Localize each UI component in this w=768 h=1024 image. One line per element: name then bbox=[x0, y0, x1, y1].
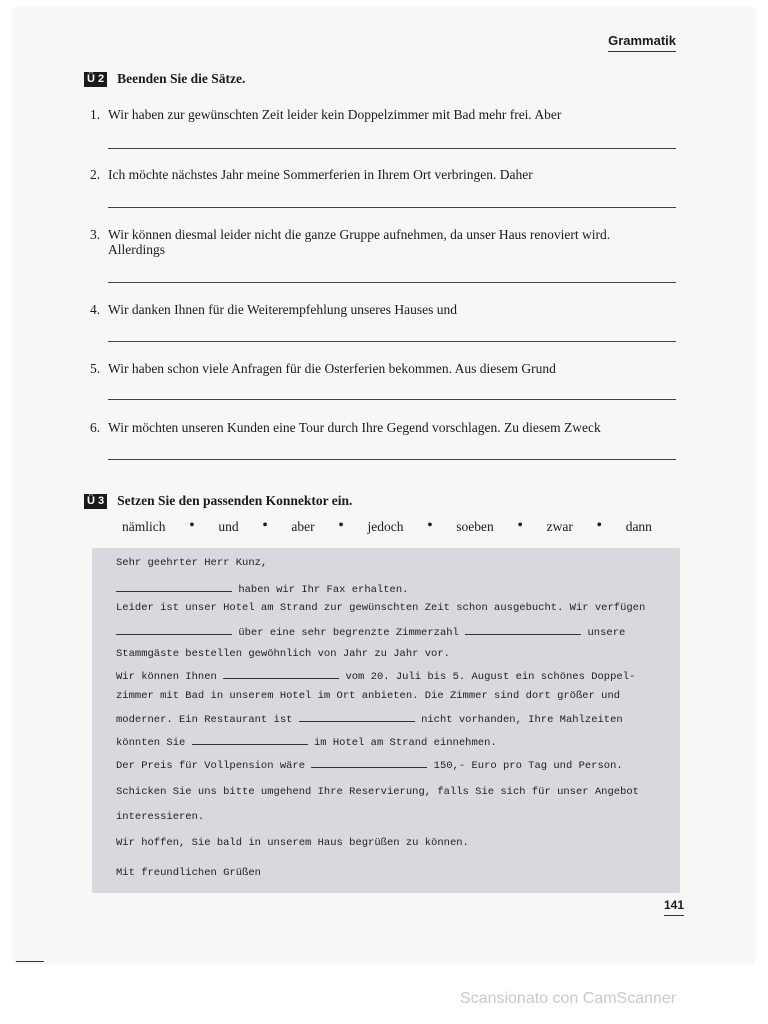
item-text: Wir haben zur gewünschten Zeit leider kein Doppelzimmer mit Bad mehr frei. Aber bbox=[108, 107, 562, 122]
item-text: Wir können diesmal leider nicht die ganze Gruppe aufnehmen, da unser Haus renoviert wird. bbox=[108, 227, 611, 242]
letter-text: über eine sehr begrenzte Zimmerzahl bbox=[238, 627, 459, 639]
gap-4[interactable] bbox=[223, 669, 339, 679]
answer-line-6[interactable] bbox=[108, 459, 676, 460]
item-text: Wir haben schon viele Anfragen für die Osterferien bekommen. Aus diesem Grund bbox=[108, 361, 556, 376]
letter-line-2: Leider ist unser Hotel am Strand zur gewünschten Zeit schon ausgebucht. Wir verfügen bbox=[116, 602, 646, 614]
exercise-2-item-3 bbox=[90, 227, 610, 257]
letter-line-9 bbox=[116, 758, 623, 772]
item-text: Wir danken Ihnen für die Weiterempfehlung unseres Hauses und bbox=[108, 302, 458, 317]
letter-text: Der Preis für Vollpension wäre bbox=[116, 760, 306, 772]
item-number: 4. bbox=[90, 302, 101, 317]
item-text: Ich möchte nächstes Jahr meine Sommerferien in Ihrem Ort verbringen. Daher bbox=[108, 167, 533, 182]
gap-5[interactable] bbox=[299, 712, 415, 722]
letter-line-6: zimmer mit Bad in unserem Hotel im Ort anbieten. Die Zimmer sind dort größer und bbox=[116, 690, 621, 702]
letter-line-7 bbox=[116, 712, 623, 726]
item-number: 5. bbox=[90, 361, 101, 376]
scanner-watermark: Scansionato con CamScanner bbox=[460, 990, 677, 1007]
gap-6[interactable] bbox=[192, 735, 308, 745]
answer-line-4[interactable] bbox=[108, 341, 676, 342]
letter-text: könnten Sie bbox=[116, 737, 186, 749]
bullet: • bbox=[596, 517, 603, 534]
letter-line-10: Schicken Sie uns bitte umgehend Ihre Reservierung, falls Sie sich für unser Angebot bbox=[116, 786, 639, 798]
gap-2[interactable] bbox=[116, 625, 232, 635]
item-number: 3. bbox=[90, 227, 101, 242]
letter-line-1 bbox=[116, 582, 408, 596]
exercise-3-header bbox=[84, 493, 352, 509]
bullet: • bbox=[189, 517, 195, 534]
item-text-continued: Allerdings bbox=[108, 242, 165, 257]
exercise-2-item-6 bbox=[90, 420, 601, 435]
letter-text: moderner. Ein Restaurant ist bbox=[116, 714, 293, 726]
item-number: 2. bbox=[90, 167, 101, 182]
connector-word: dann bbox=[625, 519, 652, 534]
letter-line-3 bbox=[116, 625, 625, 639]
scan-edge-mark bbox=[16, 961, 44, 962]
letter-text: unsere bbox=[587, 627, 626, 639]
bullet: • bbox=[517, 517, 524, 534]
letter-line-12: Wir hoffen, Sie bald in unserem Haus begrüßen zu können. bbox=[116, 837, 469, 849]
connector-word: und bbox=[218, 519, 239, 534]
exercise-3-badge: Ü 3 bbox=[84, 494, 107, 509]
letter-text: im Hotel am Strand einnehmen. bbox=[313, 737, 497, 749]
gap-3[interactable] bbox=[465, 625, 581, 635]
connector-word: jedoch bbox=[367, 519, 404, 534]
answer-line-1[interactable] bbox=[108, 148, 676, 149]
connector-word: zwar bbox=[546, 519, 573, 534]
letter-salutation: Sehr geehrter Herr Kunz, bbox=[116, 557, 268, 569]
page-number: 141 bbox=[664, 898, 684, 916]
letter-text: nicht vorhanden, Ihre Mahlzeiten bbox=[421, 714, 623, 726]
item-number: 1. bbox=[90, 107, 101, 122]
bullet: • bbox=[427, 517, 433, 534]
connector-word: soeben bbox=[456, 519, 494, 534]
answer-line-5[interactable] bbox=[108, 399, 676, 400]
item-number: 6. bbox=[90, 420, 101, 435]
connector-word-bank bbox=[122, 519, 652, 535]
answer-line-3[interactable] bbox=[108, 282, 676, 283]
letter-text: haben wir Ihr Fax erhalten. bbox=[238, 584, 409, 596]
connector-word: nämlich bbox=[122, 519, 166, 534]
letter-line-4: Stammgäste bestellen gewöhnlich von Jahr zu Jahr vor. bbox=[116, 648, 450, 660]
item-text: Wir möchten unseren Kunden eine Tour durch Ihre Gegend vorschlagen. Zu diesem Zweck bbox=[108, 420, 601, 435]
answer-line-2[interactable] bbox=[108, 207, 676, 208]
letter-closing: Mit freundlichen Grüßen bbox=[116, 867, 261, 879]
gap-7[interactable] bbox=[311, 758, 427, 768]
gap-1[interactable] bbox=[116, 582, 232, 592]
letter-text: Wir können Ihnen bbox=[116, 671, 217, 683]
connector-word: aber bbox=[291, 519, 315, 534]
letter-text: vom 20. Juli bis 5. August ein schönes Doppel- bbox=[345, 671, 636, 683]
exercise-2-instruction: Beenden Sie die Sätze. bbox=[117, 71, 246, 86]
exercise-2-item-4 bbox=[90, 302, 457, 317]
bullet: • bbox=[338, 517, 344, 534]
exercise-2-header bbox=[84, 71, 245, 87]
section-title: Grammatik bbox=[608, 33, 676, 52]
exercise-2-item-5 bbox=[90, 361, 556, 376]
letter-line-8 bbox=[116, 735, 497, 749]
exercise-3-instruction: Setzen Sie den passenden Konnektor ein. bbox=[117, 493, 353, 508]
exercise-2-item-2 bbox=[90, 167, 533, 182]
bullet: • bbox=[262, 517, 268, 534]
letter-line-5 bbox=[116, 669, 635, 683]
letter-line-11: interessieren. bbox=[116, 811, 205, 823]
letter-text: 150,- Euro pro Tag und Person. bbox=[433, 760, 623, 772]
exercise-2-badge: Ü 2 bbox=[84, 72, 107, 87]
exercise-2-item-1 bbox=[90, 107, 561, 122]
